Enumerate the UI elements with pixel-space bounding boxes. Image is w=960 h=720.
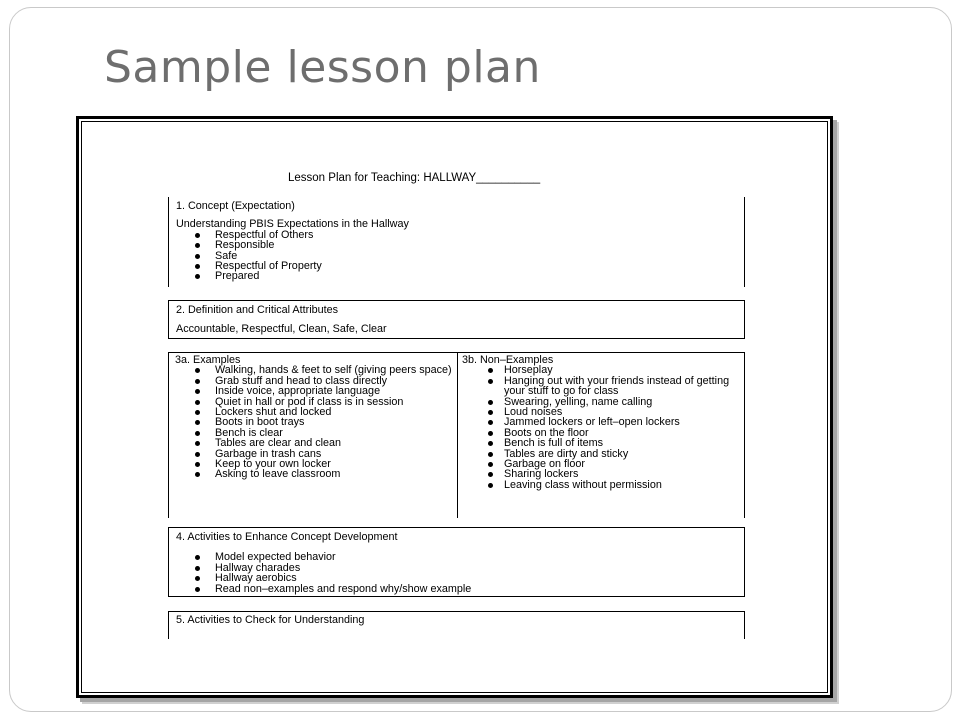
section-check-understanding-label: 5. Activities to Check for Understanding	[176, 614, 365, 626]
list-item: Swearing, yelling, name calling	[458, 397, 744, 407]
list-item: Responsible	[169, 240, 744, 250]
examples-list	[169, 365, 457, 479]
list-item: Leaving class without permission	[458, 480, 744, 490]
list-item: Boots on the floor	[458, 428, 744, 438]
list-item: Read non–examples and respond why/show example	[169, 584, 744, 594]
section-activities-enhance	[168, 527, 745, 597]
examples-column	[169, 353, 458, 518]
list-item: Hallway charades	[169, 563, 744, 573]
list-item: Respectful of Others	[169, 230, 744, 240]
list-item: Inside voice, appropriate language	[169, 386, 457, 396]
section-check-understanding	[168, 611, 745, 639]
list-item: Keep to your own locker	[169, 459, 457, 469]
list-item: Lockers shut and locked	[169, 407, 457, 417]
list-item: Bench is full of items	[458, 438, 744, 448]
non-examples-column	[458, 353, 744, 518]
list-item: Garbage in trash cans	[169, 449, 457, 459]
list-item: Bench is clear	[169, 428, 457, 438]
list-item: Boots in boot trays	[169, 417, 457, 427]
section-activities-enhance-label: 4. Activities to Enhance Concept Development	[176, 531, 398, 543]
section-definition-text: Accountable, Respectful, Clean, Safe, Clear	[176, 323, 387, 336]
section-concept-label: 1. Concept (Expectation)	[176, 200, 295, 212]
list-item: Garbage on floor	[458, 459, 744, 469]
list-item: Safe	[169, 251, 744, 261]
list-item: Prepared	[169, 271, 744, 281]
examples-label: 3a. Examples	[175, 354, 241, 366]
list-item: Quiet in hall or pod if class is in session	[169, 397, 457, 407]
list-item: Loud noises	[458, 407, 744, 417]
list-item: Hanging out with your friends instead of getting your stuff to go for class	[458, 376, 744, 397]
list-item: Hallway aerobics	[169, 573, 744, 583]
list-item: Tables are dirty and sticky	[458, 449, 744, 459]
lesson-plan-heading: Lesson Plan for Teaching: HALLWAY__________	[288, 172, 541, 184]
non-examples-list	[458, 365, 744, 490]
section-examples	[168, 352, 745, 518]
slide-title: Sample lesson plan	[104, 42, 541, 93]
section-definition-label: 2. Definition and Critical Attributes	[176, 304, 339, 316]
list-item: Grab stuff and head to class directly	[169, 376, 457, 386]
activities-list	[169, 552, 744, 594]
concept-list	[169, 230, 744, 282]
section-definition	[168, 300, 745, 339]
list-item: Horseplay	[458, 365, 744, 375]
list-item: Tables are clear and clean	[169, 438, 457, 448]
list-item: Asking to leave classroom	[169, 469, 457, 479]
list-item: Model expected behavior	[169, 552, 744, 562]
list-item: Jammed lockers or left–open lockers	[458, 417, 744, 427]
section-concept-subtitle: Understanding PBIS Expectations in the Hallway	[176, 218, 409, 231]
list-item: Sharing lockers	[458, 469, 744, 479]
section-concept	[168, 197, 745, 287]
non-examples-label: 3b. Non–Examples	[462, 354, 554, 366]
list-item: Respectful of Property	[169, 261, 744, 271]
list-item: Walking, hands & feet to self (giving peers space)	[169, 365, 457, 375]
